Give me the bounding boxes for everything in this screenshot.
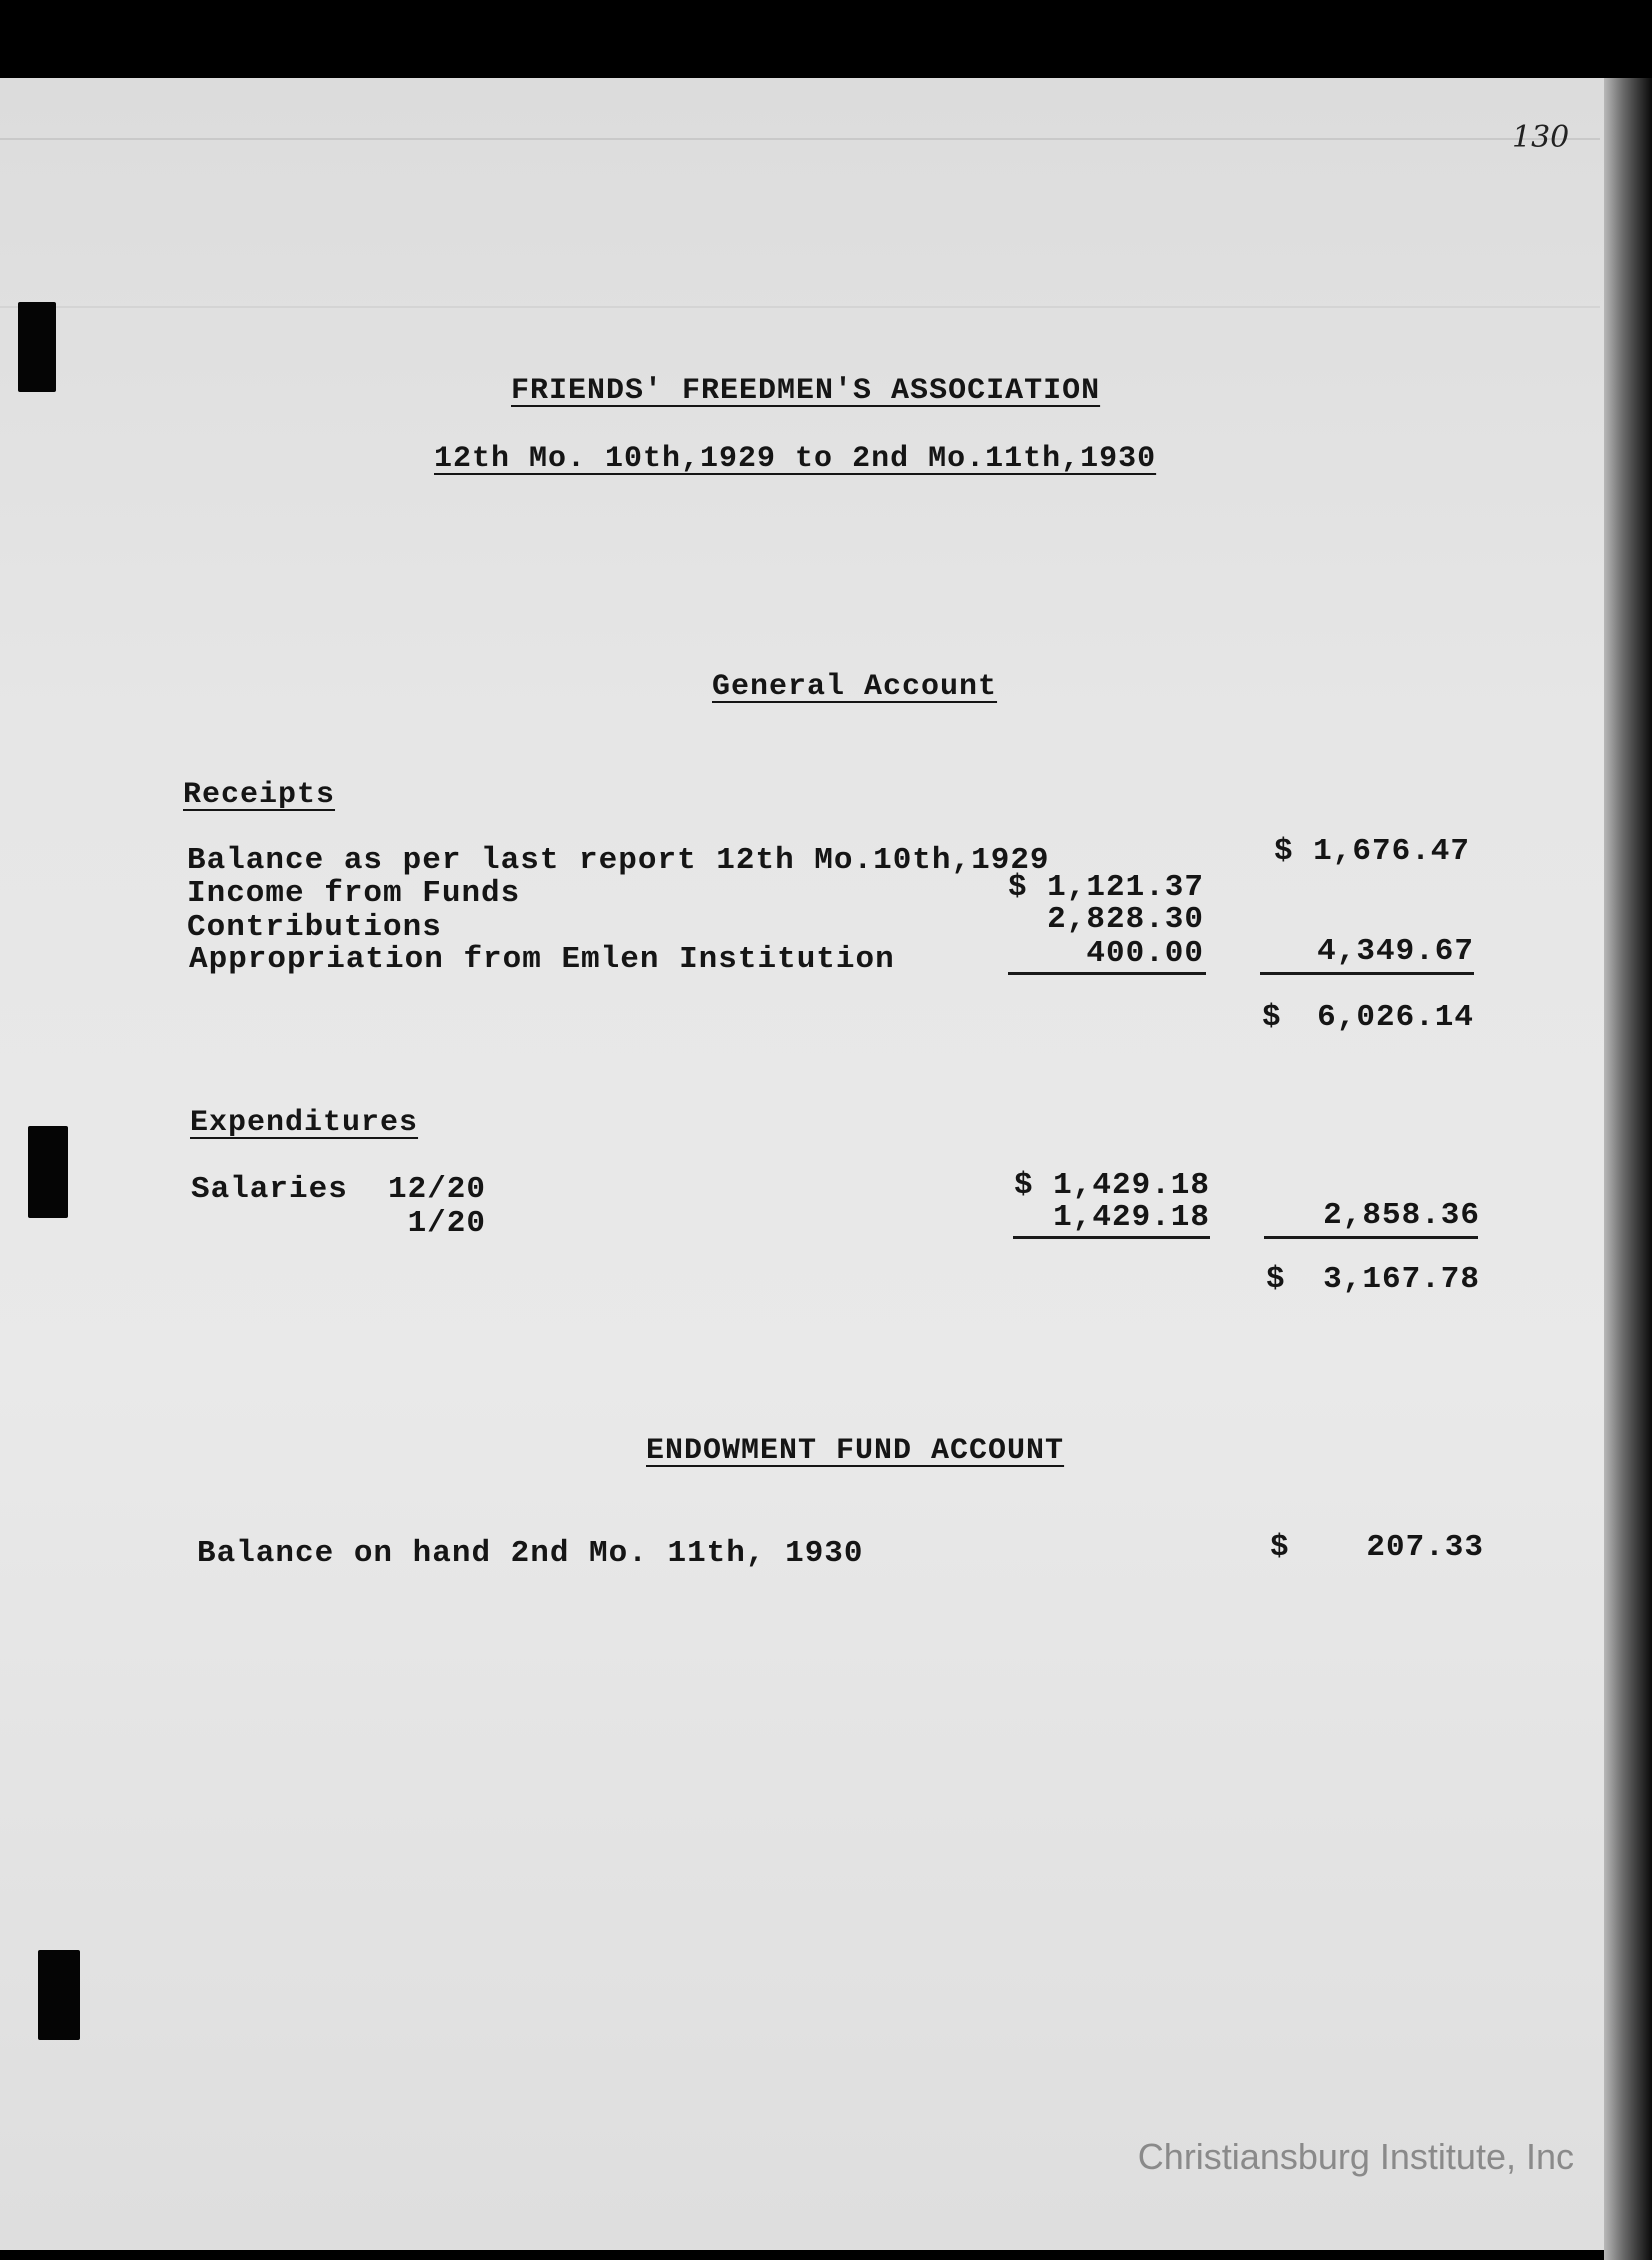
receipt-amount-income: $ 1,121.37: [1007, 870, 1204, 905]
receipts-total-symbol: $: [1262, 1000, 1282, 1035]
document-title: FRIENDS' FREEDMEN'S ASSOCIATION: [511, 374, 1101, 408]
binder-hole-mark: [38, 1950, 80, 2040]
salary-amount-dec: $ 1,429.18: [1013, 1168, 1210, 1203]
endowment-label: Balance on hand 2nd Mo. 11th, 1930: [197, 1536, 864, 1571]
receipt-amount-appropriation: 400.00: [1086, 936, 1204, 971]
scan-line: [0, 138, 1600, 140]
binder-hole-mark: [18, 302, 56, 392]
receipt-label-income: Income from Funds: [187, 876, 521, 911]
document-period: 12th Mo. 10th,1929 to 2nd Mo.11th,1930: [434, 442, 1157, 476]
receipts-subtotal: 4,349.67: [1317, 934, 1474, 969]
balance-total: $ 1,676.47: [1273, 834, 1470, 869]
salary-amount-jan: 1,429.18: [1053, 1200, 1210, 1235]
endowment-amount: 207.33: [1366, 1530, 1484, 1565]
balance-symbol: $: [1266, 1262, 1286, 1297]
balance-label: Balance as per last report 12th Mo.10th,1929: [187, 843, 1050, 878]
salaries-label: Salaries: [191, 1172, 348, 1207]
endowment-heading: ENDOWMENT FUND ACCOUNT: [646, 1434, 1065, 1468]
expenditures-subtotal: 2,858.36: [1323, 1198, 1480, 1233]
receipt-label-contributions: Contributions: [187, 910, 442, 945]
scan-line: [0, 306, 1600, 308]
general-balance: 3,167.78: [1323, 1262, 1480, 1297]
salary-month-jan: 1/20: [407, 1206, 486, 1241]
column-rule: [1013, 1236, 1210, 1239]
salary-month-dec: 12/20: [387, 1172, 486, 1207]
column-rule: [1264, 1236, 1478, 1239]
receipt-amount-contributions: 2,828.30: [1047, 902, 1204, 937]
receipt-label-appropriation: Appropriation from Emlen Institution: [189, 942, 895, 977]
page-number: 130: [1512, 120, 1570, 155]
receipts-heading: Receipts: [183, 778, 336, 812]
expenditures-heading: Expenditures: [190, 1106, 419, 1140]
general-account-heading: General Account: [712, 670, 998, 704]
column-rule: [1008, 972, 1206, 975]
receipts-total: 6,026.14: [1317, 1000, 1474, 1035]
watermark: Christiansburg Institute, Inc: [1137, 2136, 1574, 2177]
page-edge-shadow: [1604, 78, 1652, 2260]
column-rule: [1260, 972, 1474, 975]
endowment-symbol: $: [1270, 1530, 1290, 1565]
binder-hole-mark: [28, 1126, 68, 1218]
